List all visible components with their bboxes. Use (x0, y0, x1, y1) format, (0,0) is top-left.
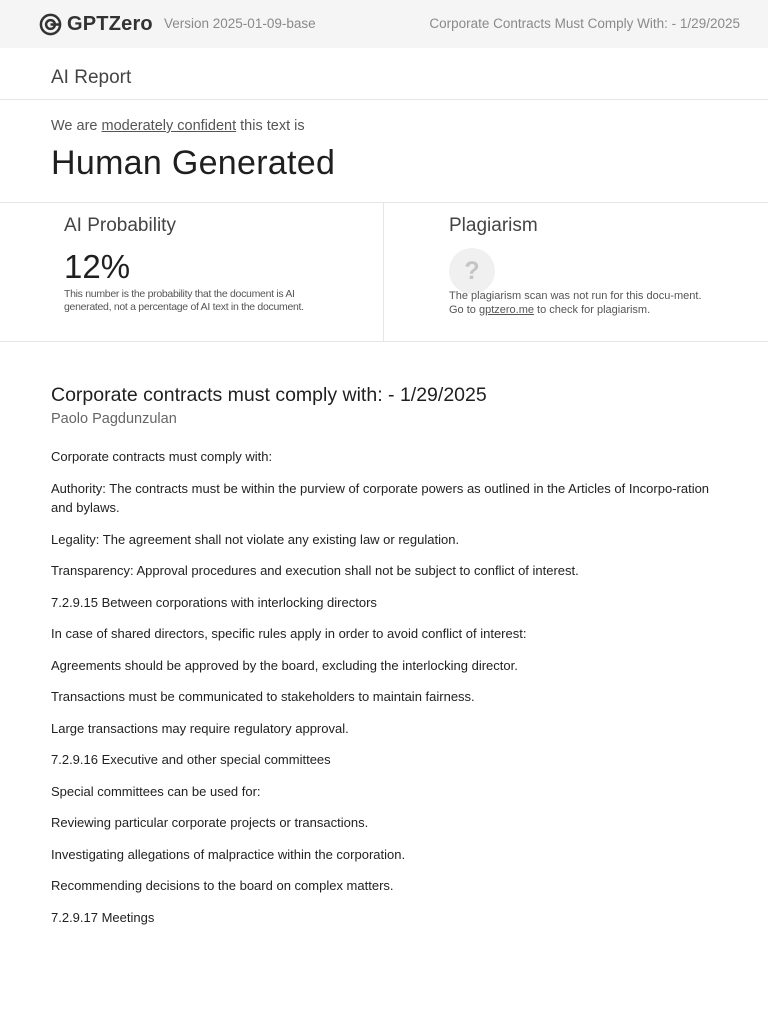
header-document-title: Corporate Contracts Must Comply With: - 1/29/2025 (429, 16, 740, 31)
document-author: Paolo Pagdunzulan (51, 411, 177, 427)
document-heading: Corporate contracts must comply with: - 1/29/2025 (51, 384, 487, 406)
plagiarism-panel (385, 203, 768, 341)
ai-probability-panel (0, 203, 384, 341)
verdict-section (0, 100, 768, 203)
gptzero-logo-icon (39, 13, 62, 36)
stats-section (0, 203, 768, 342)
report-header (0, 48, 768, 100)
paragraph: 7.2.9.16 Executive and other special committees (51, 752, 331, 767)
paragraph: Transparency: Approval procedures and execution shall not be subject to conflict of interest. (51, 563, 579, 578)
gptzero-link[interactable]: gptzero.me (478, 303, 534, 316)
paragraph: 7.2.9.15 Between corporations with interlocking directors (51, 594, 377, 610)
paragraph: Special committees can be used for: (51, 783, 261, 799)
paragraph: Investigating allegations of malpractice within the corporation. (51, 846, 406, 862)
paragraph: Legality: The agreement shall not violate any existing law or regulation. (51, 531, 460, 547)
paragraph: Large transactions may require regulatory approval. (51, 720, 349, 736)
paragraph: Authority: The contracts must be within the purview of corporate powers as outlined in the Articles of Incorpo-ration and bylaws. (51, 480, 710, 515)
report-title: AI Report (51, 67, 132, 88)
verdict-suffix: this text is (236, 118, 305, 134)
ai-probability-title: AI Probability (64, 215, 176, 236)
confidence-link[interactable]: moderately confident (101, 118, 237, 134)
top-bar (0, 0, 768, 48)
plagiarism-note-suffix: to check for plagiarism. (534, 303, 651, 316)
document-paragraphs (51, 447, 721, 927)
paragraph: 7.2.9.17 Meetings (51, 909, 155, 925)
plagiarism-title: Plagiarism (449, 215, 538, 236)
paragraph: In case of shared directors, specific rules apply in order to avoid conflict of interest: (51, 626, 527, 641)
plagiarism-note-text: The plagiarism scan was not run for this docu-ment. Go to (449, 290, 702, 316)
verdict-prefix: We are (51, 118, 102, 134)
logo-text: GPTZero (67, 12, 153, 35)
paragraph: Recommending decisions to the board on complex matters. (51, 878, 394, 893)
document-body (51, 384, 721, 939)
paragraph: Agreements should be approved by the board, excluding the interlocking director. (51, 657, 518, 673)
verdict-statement (51, 118, 305, 134)
question-mark-icon: ? (449, 248, 495, 294)
gptzero-logo[interactable] (39, 12, 153, 36)
version-label: Version 2025-01-09-base (164, 16, 316, 31)
ai-probability-note: This number is the probability that the document is AI generated, not a percentage of AI text in the document. (64, 288, 304, 313)
verdict-result: Human Generated (51, 144, 336, 182)
paragraph: Transactions must be communicated to stakeholders to maintain fairness. (51, 689, 475, 704)
ai-probability-value: 12% (64, 248, 131, 285)
paragraph: Reviewing particular corporate projects or transactions. (51, 815, 369, 830)
plagiarism-note (449, 290, 714, 317)
paragraph: Corporate contracts must comply with: (51, 449, 273, 464)
